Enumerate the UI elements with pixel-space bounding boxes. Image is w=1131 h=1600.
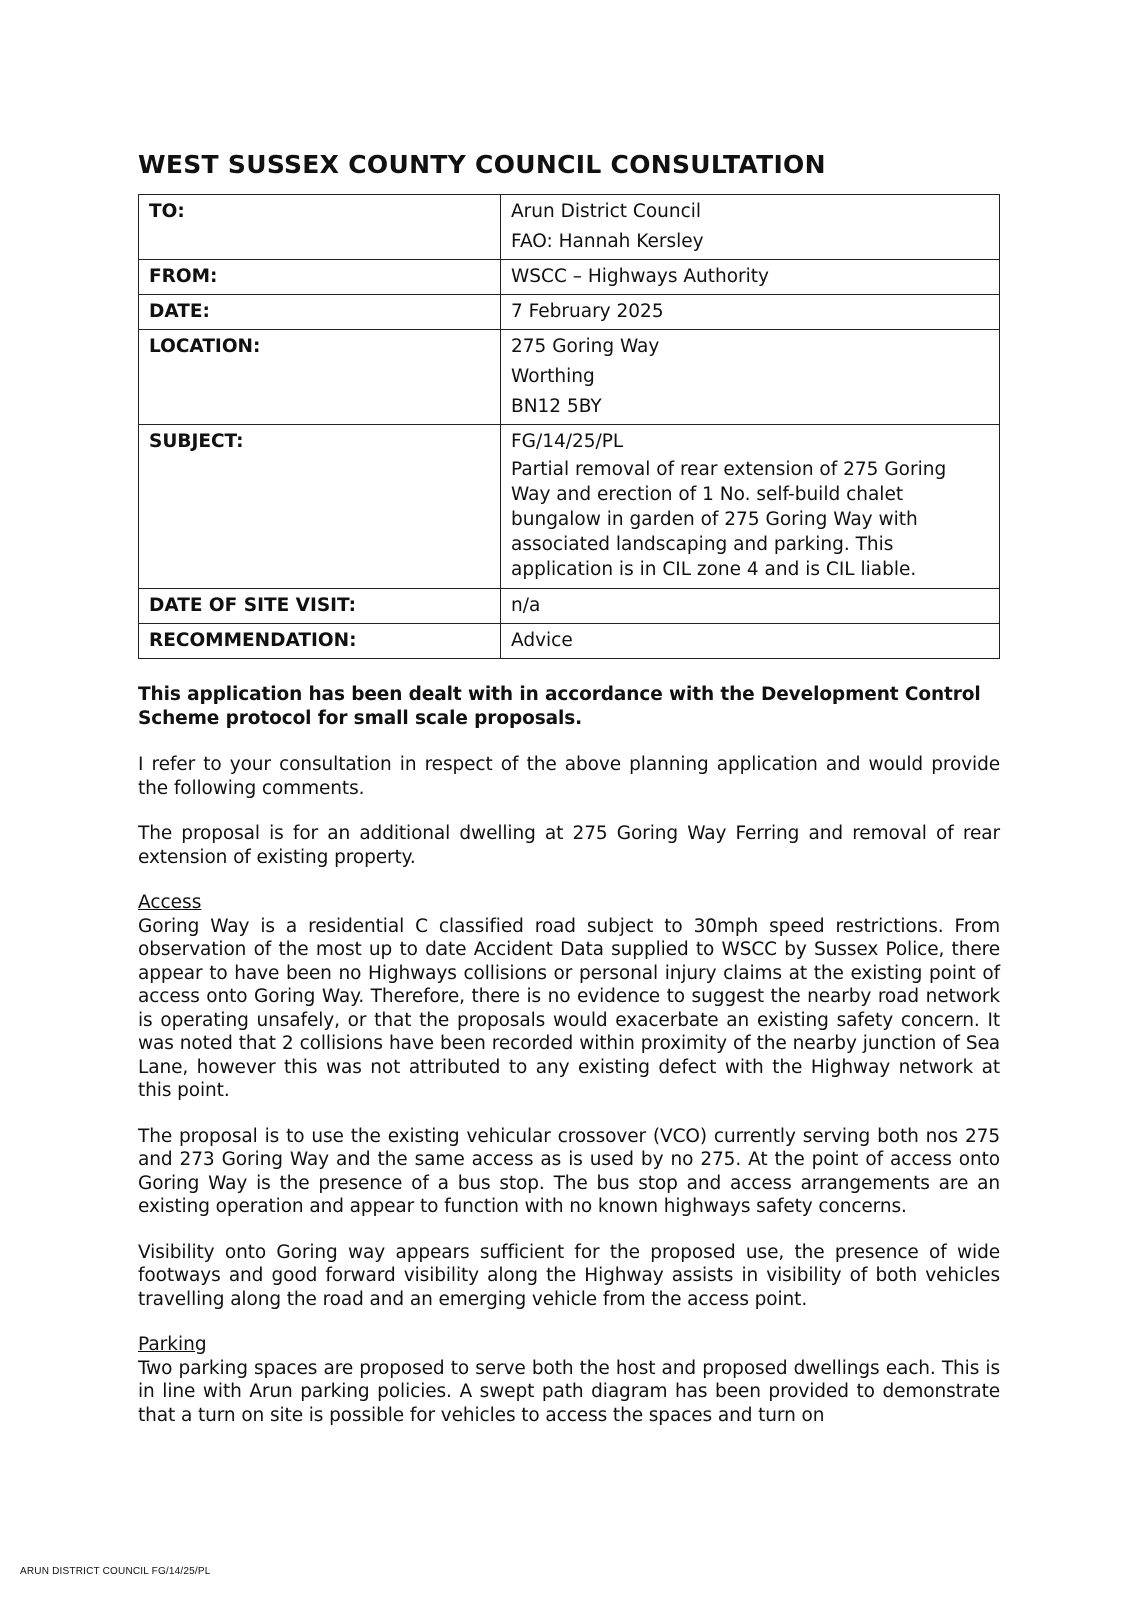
table-row-recommendation	[139, 624, 1000, 659]
location-label: LOCATION:	[139, 330, 501, 425]
page-footer: ARUN DISTRICT COUNCIL FG/14/25/PL	[20, 1566, 211, 1577]
subject-description: Partial removal of rear extension of 275 Goring Way and erection of 1 No. self-build chalet bungalow in garden of 275 Goring Way with associated landscaping and parking. This application is in CIL zone 4 and is CIL liable.	[511, 459, 947, 580]
location-line-3: BN12 5BY	[511, 396, 602, 417]
date-label: DATE:	[139, 295, 501, 330]
subject-reference: FG/14/25/PL	[511, 431, 624, 452]
access-paragraph-1: Goring Way is a residential C classified road subject to 30mph speed restrictions. From observation of the most up to date Accident Data supplied to WSCC by Sussex Police, there appear to have been no Highways collisions or personal injury claims at the existing point of access onto Goring Way. Therefore, there is no evidence to suggest the nearby road network is operating unsafely, or that the proposals would exacerbate an existing safety concern. It was noted that 2 collisions have been recorded within proximity of the nearby junction of Sea Lane, however this was not attributed to any existing defect with the Highway network at this point.	[138, 915, 1000, 1101]
table-row-location	[139, 330, 1000, 425]
table-row-to	[139, 195, 1000, 260]
table-row-subject	[139, 425, 1000, 589]
subject-label: SUBJECT:	[139, 425, 501, 589]
location-line-2: Worthing	[511, 366, 595, 387]
parking-paragraph-1: Two parking spaces are proposed to serve both the host and proposed dwellings each. This is in line with Arun parking policies. A swept path diagram has been provided to demonstrate that a turn on site is possible for vehicles to access the spaces and turn on	[138, 1357, 1000, 1426]
subject-value	[501, 425, 1000, 589]
protocol-note: This application has been dealt with in accordance with the Development Control Scheme protocol for small scale proposals.	[138, 684, 981, 729]
recommendation-value: Advice	[501, 624, 1000, 659]
to-value	[501, 195, 1000, 260]
date-value: 7 February 2025	[501, 295, 1000, 330]
location-line-1: 275 Goring Way	[511, 336, 660, 357]
from-label: FROM:	[139, 260, 501, 295]
from-value: WSCC – Highways Authority	[501, 260, 1000, 295]
access-paragraph-3: Visibility onto Goring way appears sufficient for the proposed use, the presence of wide footways and good forward visibility along the Highway assists in visibility of both vehicles travelling along the road and an emerging vehicle from the access point.	[138, 1241, 1000, 1310]
access-heading: Access	[138, 892, 202, 913]
proposal-paragraph: The proposal is for an additional dwelling at 275 Goring Way Ferring and removal of rear extension of existing property.	[138, 823, 1000, 868]
location-value	[501, 330, 1000, 425]
consultation-details-table	[138, 194, 1000, 659]
to-label: TO:	[139, 195, 501, 260]
document-page	[138, 148, 1000, 1427]
document-title: WEST SUSSEX COUNTY COUNCIL CONSULTATION	[138, 150, 826, 179]
site-visit-label: DATE OF SITE VISIT:	[139, 589, 501, 624]
to-line-1: Arun District Council	[511, 201, 702, 222]
recommendation-label: RECOMMENDATION:	[139, 624, 501, 659]
site-visit-value: n/a	[501, 589, 1000, 624]
to-line-2: FAO: Hannah Kersley	[511, 231, 704, 252]
table-row-date	[139, 295, 1000, 330]
parking-heading: Parking	[138, 1334, 207, 1355]
access-paragraph-2: The proposal is to use the existing vehicular crossover (VCO) currently serving both nos 275 and 273 Goring Way and the same access as is used by no 275. At the point of access onto Goring Way is the presence of a bus stop. The bus stop and access arrangements are an existing operation and appear to function with no known highways safety concerns.	[138, 1125, 1000, 1217]
intro-paragraph: I refer to your consultation in respect of the above planning application and would provide the following comments.	[138, 754, 1000, 799]
table-row-site-visit	[139, 589, 1000, 624]
table-row-from	[139, 260, 1000, 295]
